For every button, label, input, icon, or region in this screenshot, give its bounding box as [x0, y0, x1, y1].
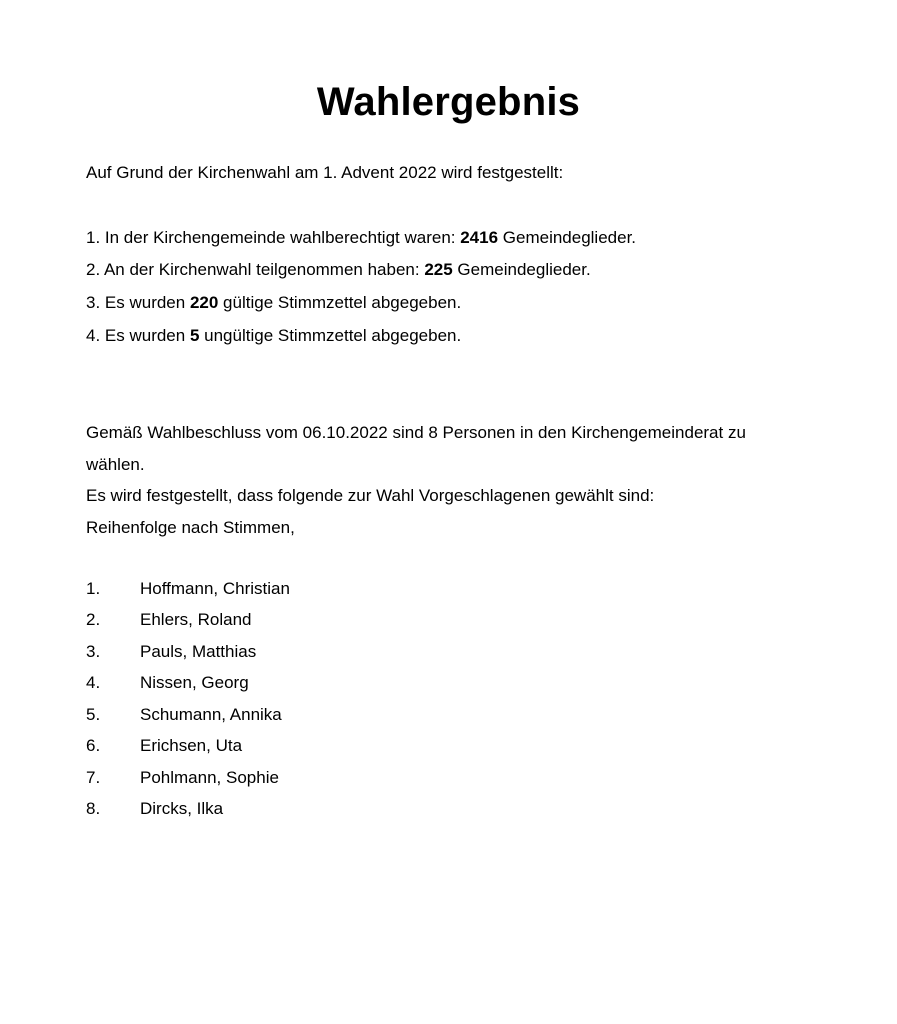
- stat-value: 225: [424, 260, 453, 279]
- candidate-name: Schumann, Annika: [140, 705, 282, 724]
- stat-prefix: 3. Es wurden: [86, 293, 190, 312]
- stat-line-eligible: [86, 227, 636, 249]
- page-title: Wahlergebnis: [316, 80, 581, 124]
- candidate-name: Dircks, Ilka: [140, 799, 224, 818]
- rank-number: 7.: [86, 768, 101, 787]
- rank-number: 2.: [86, 610, 101, 629]
- stat-suffix: gültige Stimmzettel abgegeben.: [218, 293, 462, 312]
- candidate-name: Nissen, Georg: [140, 673, 249, 692]
- stat-line-participants: [86, 259, 591, 281]
- stat-suffix: ungültige Stimmzettel abgegeben.: [199, 326, 462, 345]
- stat-line-valid-ballots: [86, 292, 461, 314]
- candidate-name: Erichsen, Uta: [140, 736, 243, 755]
- candidate-name: Ehlers, Roland: [140, 610, 252, 629]
- rank-number: 3.: [86, 642, 101, 661]
- candidate-name: Pohlmann, Sophie: [140, 768, 279, 787]
- stat-prefix: 4. Es wurden: [86, 326, 190, 345]
- decision-line-4: Reihenfolge nach Stimmen,: [86, 518, 295, 537]
- decision-line-3: Es wird festgestellt, dass folgende zur Wahl Vorgeschlagenen gewählt sind:: [86, 486, 655, 505]
- stat-value: 2416: [460, 228, 499, 247]
- decision-line-1: Gemäß Wahlbeschluss vom 06.10.2022 sind 8 Personen in den Kirchengemeinderat zu: [86, 423, 746, 442]
- stat-prefix: 2. An der Kirchenwahl teilgenommen haben:: [86, 260, 425, 279]
- stat-value: 5: [189, 326, 200, 345]
- rank-number: 8.: [86, 799, 101, 818]
- stat-suffix: Gemeindeglieder.: [452, 260, 591, 279]
- rank-number: 6.: [86, 736, 101, 755]
- intro-text: Auf Grund der Kirchenwahl am 1. Advent 2022 wird festgestellt:: [86, 163, 564, 182]
- stat-line-invalid-ballots: [86, 325, 461, 347]
- rank-number: 1.: [86, 579, 101, 598]
- rank-number: 5.: [86, 705, 101, 724]
- rank-number: 4.: [86, 673, 101, 692]
- stat-value: 220: [189, 293, 219, 312]
- decision-line-2: wählen.: [86, 455, 145, 474]
- stat-prefix: 1. In der Kirchengemeinde wahlberechtigt waren:: [86, 228, 461, 247]
- candidate-name: Hoffmann, Christian: [140, 579, 290, 598]
- candidate-name: Pauls, Matthias: [140, 642, 257, 661]
- stat-suffix: Gemeindeglieder.: [498, 228, 637, 247]
